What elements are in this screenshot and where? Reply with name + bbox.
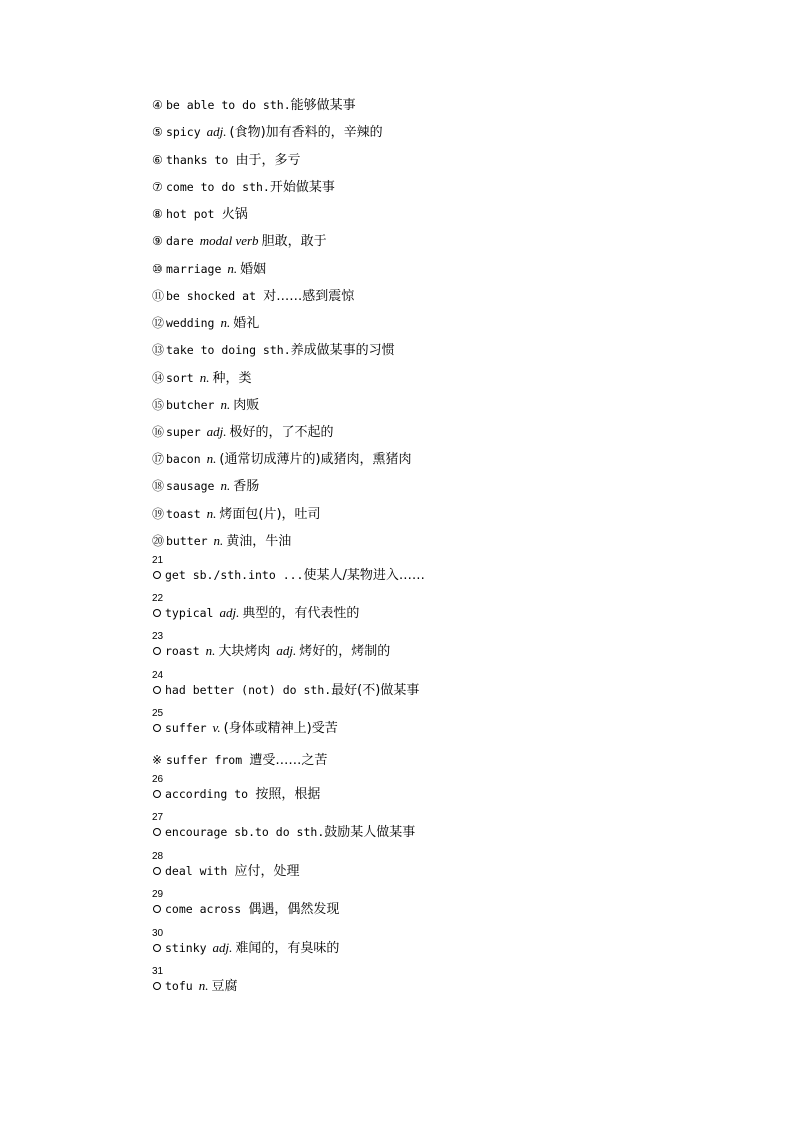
entry-meaning: (食物)加有香料的，辛辣的: [229, 125, 383, 140]
entry-number: ⑩: [152, 262, 163, 276]
entry-term: be shocked at: [166, 289, 257, 303]
entry-term: encourage sb.to do sth.: [165, 825, 325, 839]
vocab-entry: [152, 533, 291, 550]
vocab-entry: [152, 506, 321, 523]
note-mark: ※: [152, 753, 163, 767]
entry-number: ⑲: [152, 507, 165, 521]
entry-term: sort: [166, 371, 194, 385]
entry-meaning: 养成做某事的习惯: [290, 343, 395, 358]
entry-number: 29: [152, 889, 164, 900]
entry-meaning: 偶遇，偶然发现: [248, 902, 340, 917]
entry-pos: adj.: [219, 605, 240, 620]
entry-number: ④: [152, 98, 163, 112]
entry-number: ⑯: [152, 425, 165, 439]
entry-meaning: 开始做某事: [269, 180, 335, 195]
entry-term: hot pot: [166, 207, 215, 221]
entry-meaning: 鼓励某人做某事: [324, 825, 416, 840]
entry-pos-secondary: adj.: [276, 643, 297, 658]
vocab-entry: [152, 593, 360, 622]
entry-number: 25: [152, 708, 164, 719]
entry-meaning: 肉贩: [233, 398, 260, 413]
vocab-entry: [152, 966, 238, 995]
circle-marker: [153, 828, 161, 836]
circle-marker: [153, 982, 161, 990]
entry-number: 21: [152, 555, 164, 566]
entry-pos: n.: [220, 478, 231, 493]
entry-term: super: [166, 425, 201, 439]
vocab-entry: [152, 261, 266, 278]
entry-number: 22: [152, 593, 164, 604]
note-entry: [152, 752, 327, 769]
vocab-entry: [152, 315, 259, 332]
vocab-entry: [152, 451, 412, 468]
circle-marker: [153, 905, 161, 913]
entry-meaning-secondary: 烤好的，烤制的: [299, 644, 391, 659]
entry-meaning: 婚礼: [233, 316, 260, 331]
entry-meaning: 极好的，了不起的: [229, 425, 334, 440]
entry-pos: modal verb: [199, 233, 259, 248]
entry-term: come across: [165, 902, 242, 916]
entry-term: sausage: [166, 479, 215, 493]
entry-number: ⑰: [152, 452, 165, 466]
circle-marker: [153, 647, 161, 655]
entry-number: 23: [152, 631, 164, 642]
entry-number: ⑨: [152, 234, 163, 248]
entry-number: ⑱: [152, 479, 165, 493]
entry-term: take to doing sth.: [166, 343, 291, 357]
entry-meaning: 烤面包(片)，吐司: [219, 507, 321, 522]
entry-term: get sb./sth.into ...: [165, 568, 304, 582]
entry-number: ⑪: [152, 289, 165, 303]
vocab-entry: [152, 97, 356, 114]
entry-pos: n.: [206, 506, 217, 521]
entry-pos: n.: [198, 978, 209, 993]
entry-number: 24: [152, 670, 164, 681]
entry-meaning: 火锅: [221, 207, 248, 222]
entry-term: had better (not) do sth.: [165, 683, 332, 697]
entry-term: butter: [166, 534, 208, 548]
entry-meaning: 由于，多亏: [235, 153, 301, 168]
entry-pos: n.: [227, 261, 238, 276]
vocab-entry: [152, 670, 420, 699]
entry-number: ⑫: [152, 316, 165, 330]
entry-meaning: (身体或精神上)受苦: [223, 721, 338, 736]
note-term: suffer from: [166, 753, 243, 767]
note-meaning: 遭受……之苦: [249, 753, 328, 768]
entry-meaning: 按照，根据: [255, 787, 321, 802]
entry-meaning: 大块烤肉: [218, 644, 271, 659]
entry-pos: v.: [212, 720, 221, 735]
entry-term: be able to do sth.: [166, 98, 291, 112]
vocab-entry: [152, 397, 259, 414]
entry-number: 28: [152, 851, 164, 862]
circle-marker: [153, 867, 161, 875]
entry-number: 27: [152, 812, 164, 823]
entry-term: roast: [165, 644, 200, 658]
entry-number: ⑤: [152, 125, 163, 139]
entry-meaning: 香肠: [233, 479, 260, 494]
vocab-entry: [152, 555, 425, 584]
entry-term: wedding: [166, 316, 215, 330]
entry-number: 31: [152, 966, 164, 977]
entry-number: ⑧: [152, 207, 163, 221]
vocab-entry: [152, 631, 391, 660]
circle-marker: [153, 686, 161, 694]
entry-number: 30: [152, 928, 164, 939]
vocab-entry: [152, 774, 321, 803]
entry-term: come to do sth.: [166, 180, 270, 194]
entry-term: tofu: [165, 979, 193, 993]
entry-meaning: 婚姻: [240, 262, 267, 277]
entry-number: ⑦: [152, 180, 163, 194]
entry-meaning: 使某人/某物进入……: [303, 568, 425, 583]
entry-term: typical: [165, 606, 214, 620]
vocab-entry: [152, 342, 395, 359]
entry-pos: n.: [205, 643, 216, 658]
entry-meaning: 最好(不)做某事: [331, 683, 420, 698]
entry-pos: n.: [220, 315, 231, 330]
entry-term: dare: [166, 234, 194, 248]
vocab-entry: [152, 928, 340, 957]
entry-meaning: 能够做某事: [290, 98, 356, 113]
entry-term: spicy: [166, 125, 201, 139]
entry-term: stinky: [165, 941, 207, 955]
vocab-entry: [152, 424, 334, 441]
entry-meaning: 难闻的，有臭味的: [235, 941, 340, 956]
entry-meaning: (通常切成薄片的)咸猪肉，熏猪肉: [219, 452, 412, 467]
entry-meaning: 对……感到震惊: [263, 289, 355, 304]
entry-pos: n.: [220, 397, 231, 412]
vocab-entry: [152, 478, 259, 495]
vocab-entry: [152, 124, 383, 141]
entry-term: according to: [165, 787, 249, 801]
vocab-entry: [152, 812, 416, 841]
entry-pos: n.: [206, 451, 217, 466]
vocab-entry: [152, 889, 340, 918]
circle-marker: [153, 944, 161, 952]
vocab-entry: [152, 288, 354, 305]
circle-marker: [153, 790, 161, 798]
entry-number: 26: [152, 774, 164, 785]
entry-number: ⑬: [152, 343, 165, 357]
entry-number: ⑮: [152, 398, 165, 412]
entry-term: suffer: [165, 721, 207, 735]
vocab-entry: [152, 206, 248, 223]
entry-number: ⑭: [152, 371, 165, 385]
entry-meaning: 胆敢，敢于: [261, 234, 327, 249]
entry-pos: n.: [199, 370, 210, 385]
entry-term: thanks to: [166, 153, 229, 167]
entry-meaning: 种，类: [212, 371, 252, 386]
entry-term: butcher: [166, 398, 215, 412]
entry-pos: adj.: [212, 940, 233, 955]
entry-term: deal with: [165, 864, 228, 878]
entry-meaning: 应付，处理: [234, 864, 300, 879]
entry-number: ⑳: [152, 534, 165, 548]
entry-pos: adj.: [206, 124, 227, 139]
entry-pos: n.: [213, 533, 224, 548]
circle-marker: [153, 609, 161, 617]
vocab-entry: [152, 233, 327, 250]
circle-marker: [153, 571, 161, 579]
vocab-entry: [152, 179, 335, 196]
entry-pos: adj.: [206, 424, 227, 439]
entry-term: bacon: [166, 452, 201, 466]
entry-term: marriage: [166, 262, 222, 276]
entry-term: toast: [166, 507, 201, 521]
vocab-entry: [152, 851, 300, 880]
vocab-entry: [152, 152, 301, 169]
circle-marker: [153, 724, 161, 732]
entry-meaning: 典型的，有代表性的: [242, 606, 360, 621]
vocab-entry: [152, 370, 251, 387]
entry-meaning: 豆腐: [211, 979, 238, 994]
entry-number: ⑥: [152, 153, 163, 167]
vocab-entry: [152, 708, 338, 737]
entry-meaning: 黄油，牛油: [226, 534, 292, 549]
